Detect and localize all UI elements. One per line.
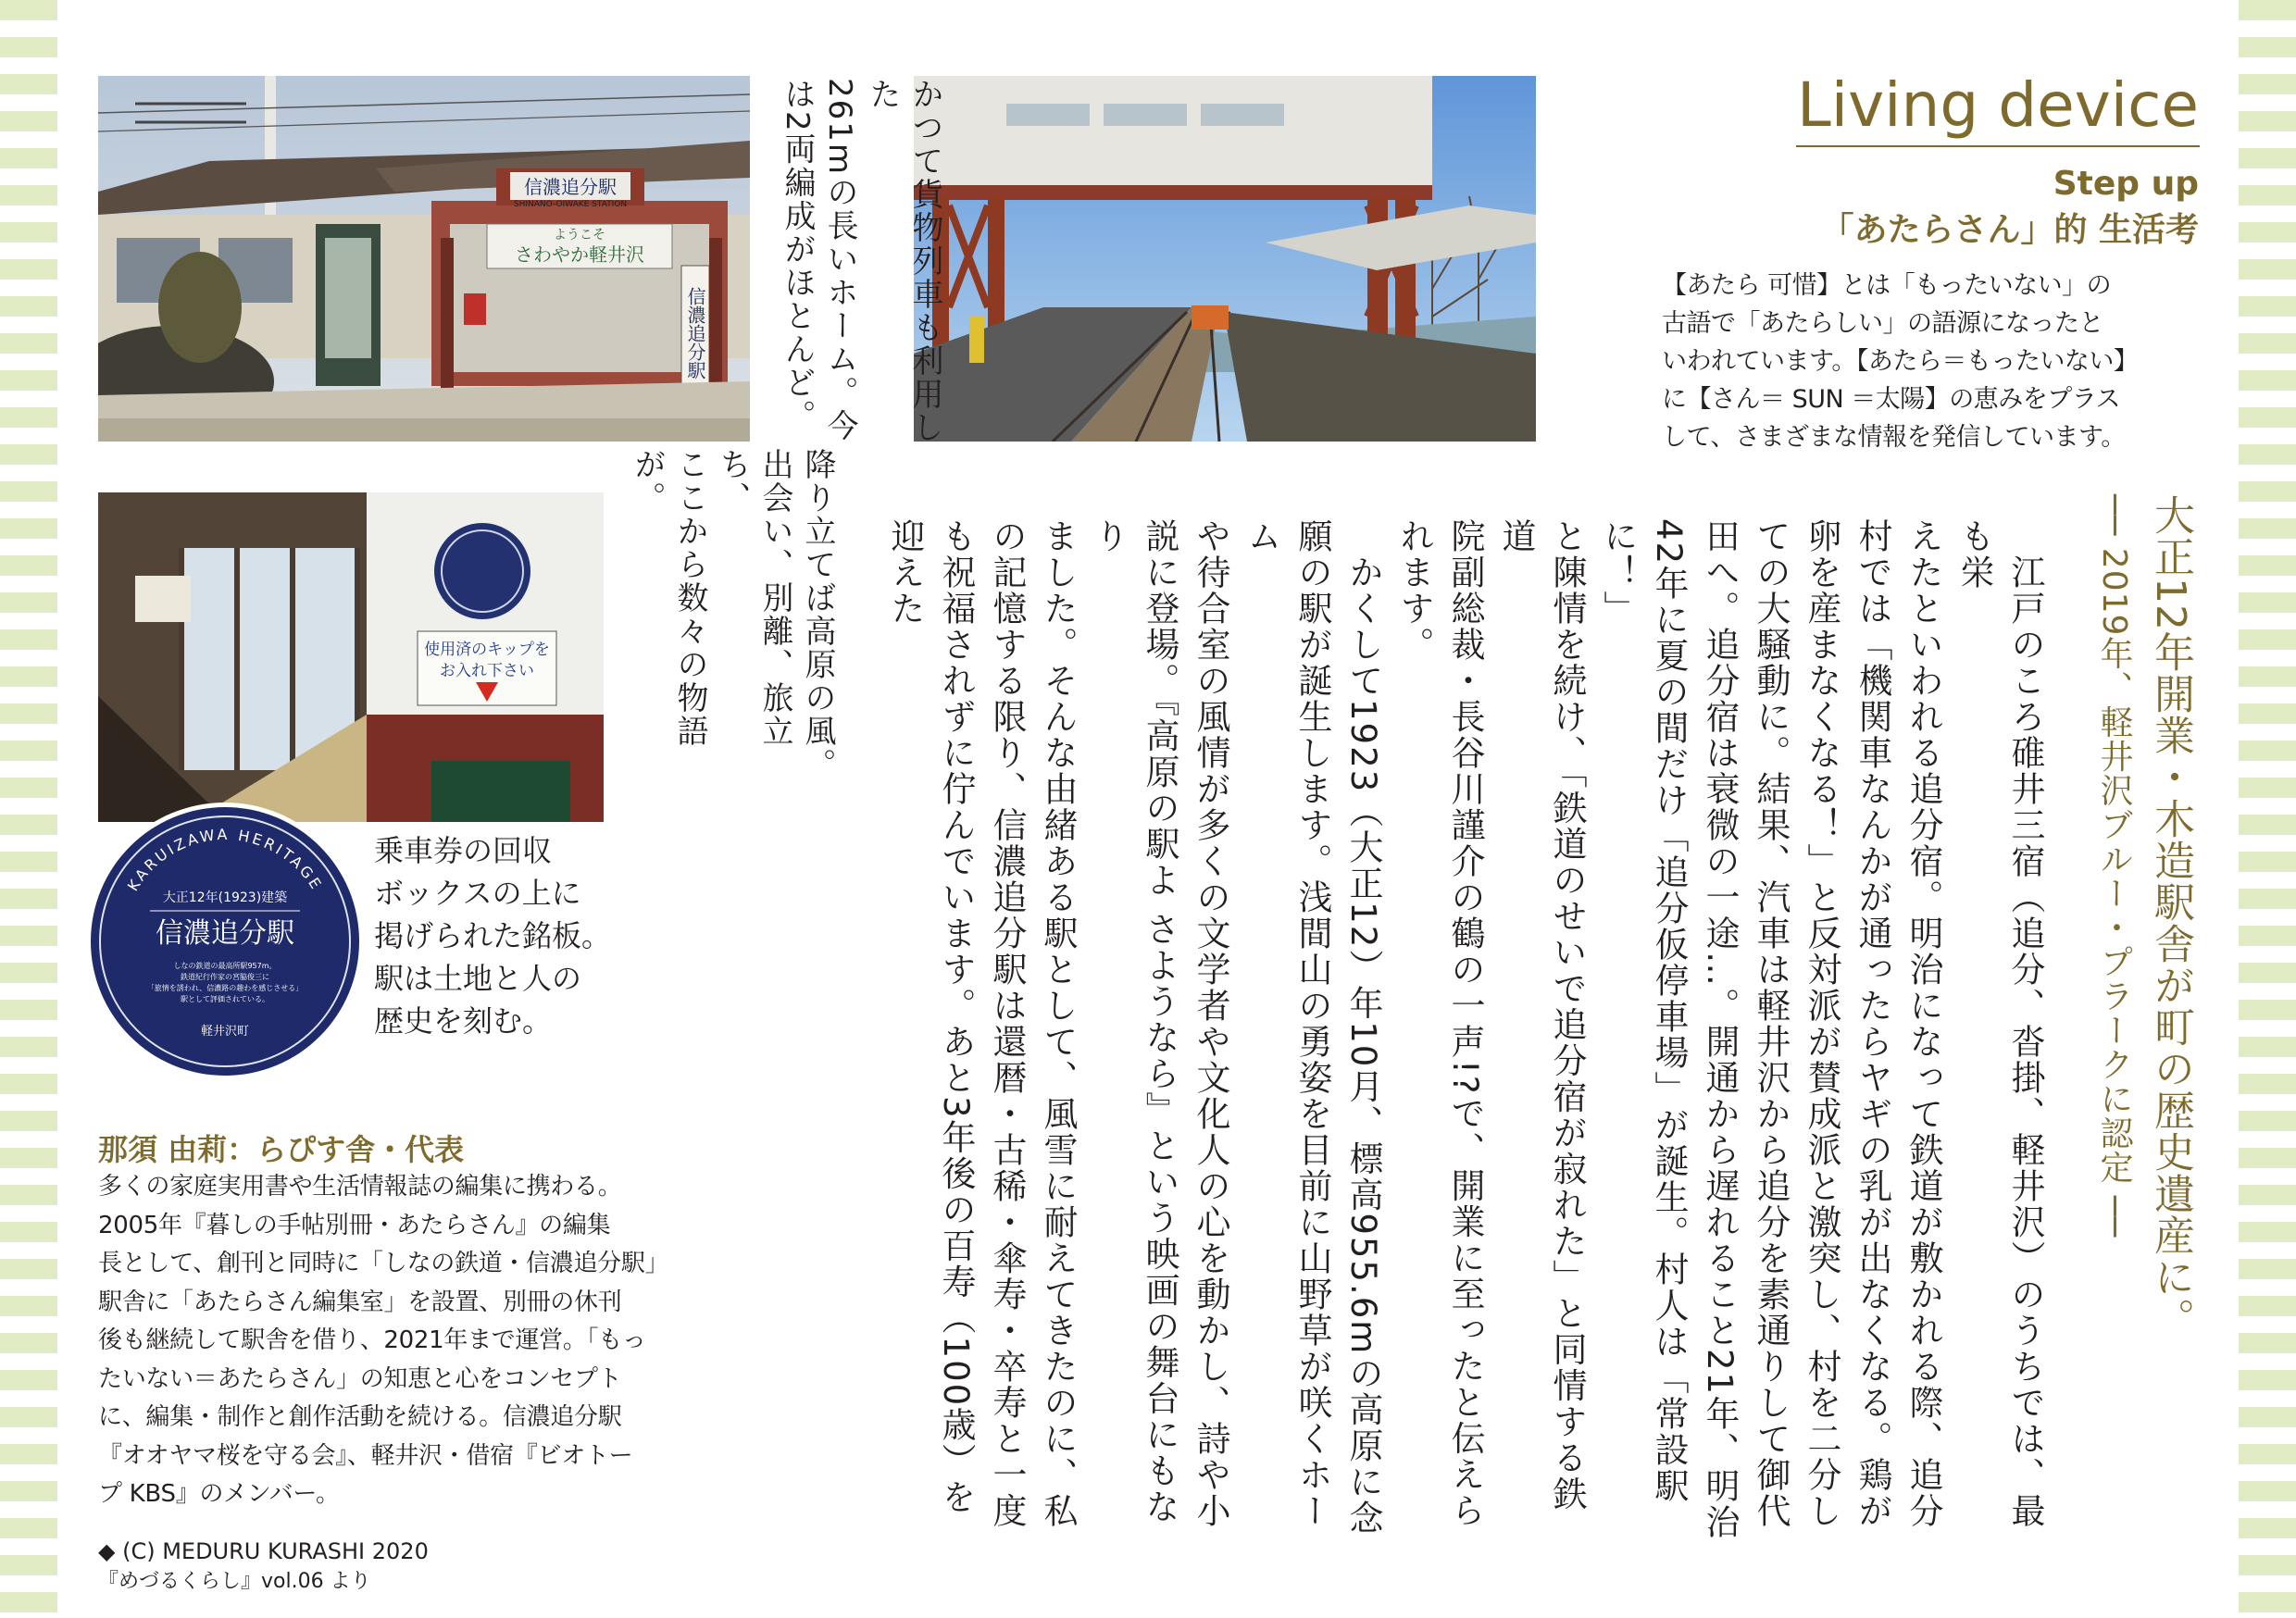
headline-main: 大正12年開業・木造駅舎が町の歴史遺産に。 — [2147, 494, 2194, 1339]
article-line-1: 江戸のころ碓井三宿（追分、沓掛、軽井沢）のうちでは、最も栄 — [1954, 518, 2045, 1529]
plaque-desc-2: 鉄道紀行作家の宮脇俊三に — [181, 973, 269, 981]
step-up-label: Step up — [2053, 165, 2199, 203]
headline-sub: ── 2019年、軽井沢ブルー・プラークに認定 ── — [2095, 494, 2133, 1238]
ticket-box-photo — [98, 492, 604, 822]
copyright: ◆ (C) MEDURU KURASHI 2020 — [98, 1538, 429, 1564]
article-body — [875, 518, 2051, 1546]
title-rule — [1796, 145, 2200, 147]
article-line-2: えたといわれる追分宿。明治になって鉄道が敷かれる際、追分 — [1903, 518, 1943, 1529]
article-line-7: 42年に夏の間だけ「追分仮停車場」が誕生。村人は「常設駅に！」 — [1598, 518, 1689, 1505]
article-line-14: 説に登場。『高原の駅よ さようなら』という映画の舞台にもなり — [1089, 518, 1179, 1525]
author-name: 那須 由莉：らぴす舎・代表 — [98, 1132, 465, 1167]
intro-line1: 【あたら 可惜】とは「もったいない」の — [1662, 271, 2112, 300]
article-line-5: ての大騒動に。結果、汽車は軽井沢から追分を素通りして御代 — [1751, 518, 1791, 1529]
plaque-year: 大正12年(1923)建築 — [162, 890, 288, 905]
headline — [2088, 494, 2201, 1420]
platform-caption-line1: かつて貨物列車も利用した — [864, 78, 943, 444]
author-bio-line3: 長として、創刊と同時に「しなの鉄道・信濃追分駅」 — [98, 1250, 669, 1277]
plaque-caption-line3: 掲げられた銘板。 — [374, 918, 612, 953]
plaque-caption-line4: 駅は土地と人の — [374, 961, 582, 996]
intro-line2: 古語で「あたらしい」の語源になったと — [1662, 309, 2103, 338]
article-line-15: ました。そんな由緒ある駅として、風雪に耐えてきたのに、私 — [1038, 518, 1078, 1529]
plaque-caption-line5: 歴史を刻む。 — [374, 1003, 553, 1039]
blue-plaque-photo — [85, 802, 365, 1081]
plaque-desc-4: 駅として評価されている。 — [181, 995, 269, 1003]
source-note: 『めづるくらし』vol.06 より — [98, 1570, 371, 1593]
article-line-13: や待合室の風情が多くの文学者や文化人の心を動かし、詩や小 — [1191, 518, 1230, 1529]
intro-line3: いわれています。【あたら＝もったいない】 — [1662, 347, 2139, 376]
ticket-box-sign-line1: 使用済のキップを — [424, 641, 550, 659]
ticket-box-sign-line2: お入れ下さい — [440, 662, 534, 680]
plaque-heritage-text: KARUIZAWA HERITAGE — [123, 825, 327, 894]
plaque-station-name: 信濃追分駅 — [156, 917, 294, 950]
intro-line5: して、さまざまな情報を発信しています。 — [1662, 423, 2126, 452]
article-line-11: かくして1923（大正12）年10月、標高955.6mの高原に念 — [1343, 518, 1383, 1537]
author-bio-line1: 多くの家庭実用書や生活情報誌の編集に携わる。 — [98, 1173, 622, 1201]
plaque-caption-line1: 乗車券の回収 — [374, 833, 553, 868]
page-title: Living device — [1797, 69, 2199, 141]
article-line-3: 村では「機関車なんかが通ったらヤギの乳が出なくなる。鶏が — [1853, 518, 1892, 1529]
plaque-desc-3: 「旅情を誘われ、信濃路の趣わを感じさせる」 — [146, 984, 304, 992]
welcome-sign-top: ようこそ — [554, 228, 605, 243]
article-line-10: れます。 — [1394, 518, 1434, 663]
plateau-caption-line1: 降り立てば高原の風。 — [799, 448, 836, 781]
station-building-photo — [98, 76, 750, 442]
author-bio-line5: 後も継続して駅舎を借り、2021年まで運営。「もっ — [98, 1326, 646, 1354]
author-bio-line7: に、編集・制作と創作活動を続ける。信濃追分駅 — [98, 1403, 622, 1431]
article-line-6: 田へ。追分宿は衰微の一途…。開通から遅れること21年、明治 — [1700, 518, 1740, 1541]
author-bio-line9: プ KBS』のメンバー。 — [98, 1480, 340, 1508]
author-bio-line8: 『オオヤマ桜を守る会』、軽井沢・借宿『ビオトー — [98, 1441, 633, 1470]
side-station-sign: 信濃追分駅 — [684, 287, 706, 380]
article-line-16: の記憶する限り、信濃追分駅は還暦・古稀・傘寿・卒寿と一度 — [987, 518, 1027, 1529]
author-bio — [98, 1168, 765, 1514]
author-bio-line4: 駅舎に「あたらさん編集室」を設置、別冊の休刊 — [98, 1288, 622, 1316]
author-bio-line6: たいない＝あたらさん」の知恵と心をコンセプト — [98, 1364, 622, 1393]
article-line-4: 卵を産まなくなる！」と反対派が賛成派と激突し、村を二分し — [1802, 518, 1841, 1529]
plaque-desc-1: しなの鉄道の最高所駅957m。 — [173, 962, 277, 970]
station-romaji-sign: SHINANO-OIWAKE STATION — [513, 200, 628, 209]
plaque-town: 軽井沢町 — [200, 1025, 250, 1039]
plateau-caption-line2: 出会い、別離、旅立ち、 — [714, 448, 793, 748]
left-stripe-border — [0, 0, 57, 1618]
intro-text — [1662, 267, 2208, 456]
intro-line4: に【さん＝ SUN ＝太陽】の恵みをプラス — [1662, 385, 2120, 414]
station-name-sign: 信濃追分駅 — [524, 176, 617, 198]
article-line-18 — [875, 518, 880, 1546]
article-line-8: と陳情を続け、「鉄道のせいで追分宿が寂れた」と同情する鉄道 — [1496, 518, 1587, 1512]
article-line-9: 院副総裁・長谷川謹介の鶴の一声!?で、開業に至ったと伝えら — [1445, 518, 1485, 1529]
author-bio-line2: 2005年『暮しの手帖別冊・あたらさん』の編集 — [98, 1211, 611, 1239]
platform-caption-line3: は2両編成がほとんど。 — [779, 78, 816, 433]
plateau-caption-line3: ここから数々の物語が。 — [629, 448, 708, 748]
article-line-12: 願の駅が誕生します。浅間山の勇姿を目前に山野草が咲くホーム — [1242, 518, 1332, 1529]
platform-photo — [914, 76, 1536, 442]
plateau-caption — [626, 448, 839, 809]
plaque-caption — [374, 829, 615, 1042]
subtitle: 「あたらさん」的 生活考 — [1820, 211, 2199, 249]
plaque-caption-line2: ボックスの上に — [374, 876, 581, 911]
article-line-17: も祝福されずに佇んでいます。あと3年後の百寿（100歳）を迎えた — [885, 518, 976, 1516]
platform-caption — [776, 78, 946, 448]
right-stripe-border — [2239, 0, 2296, 1618]
welcome-sign-main: さわやか軽井沢 — [515, 243, 644, 266]
platform-caption-line2: 261mの長いホーム。今 — [821, 78, 858, 443]
